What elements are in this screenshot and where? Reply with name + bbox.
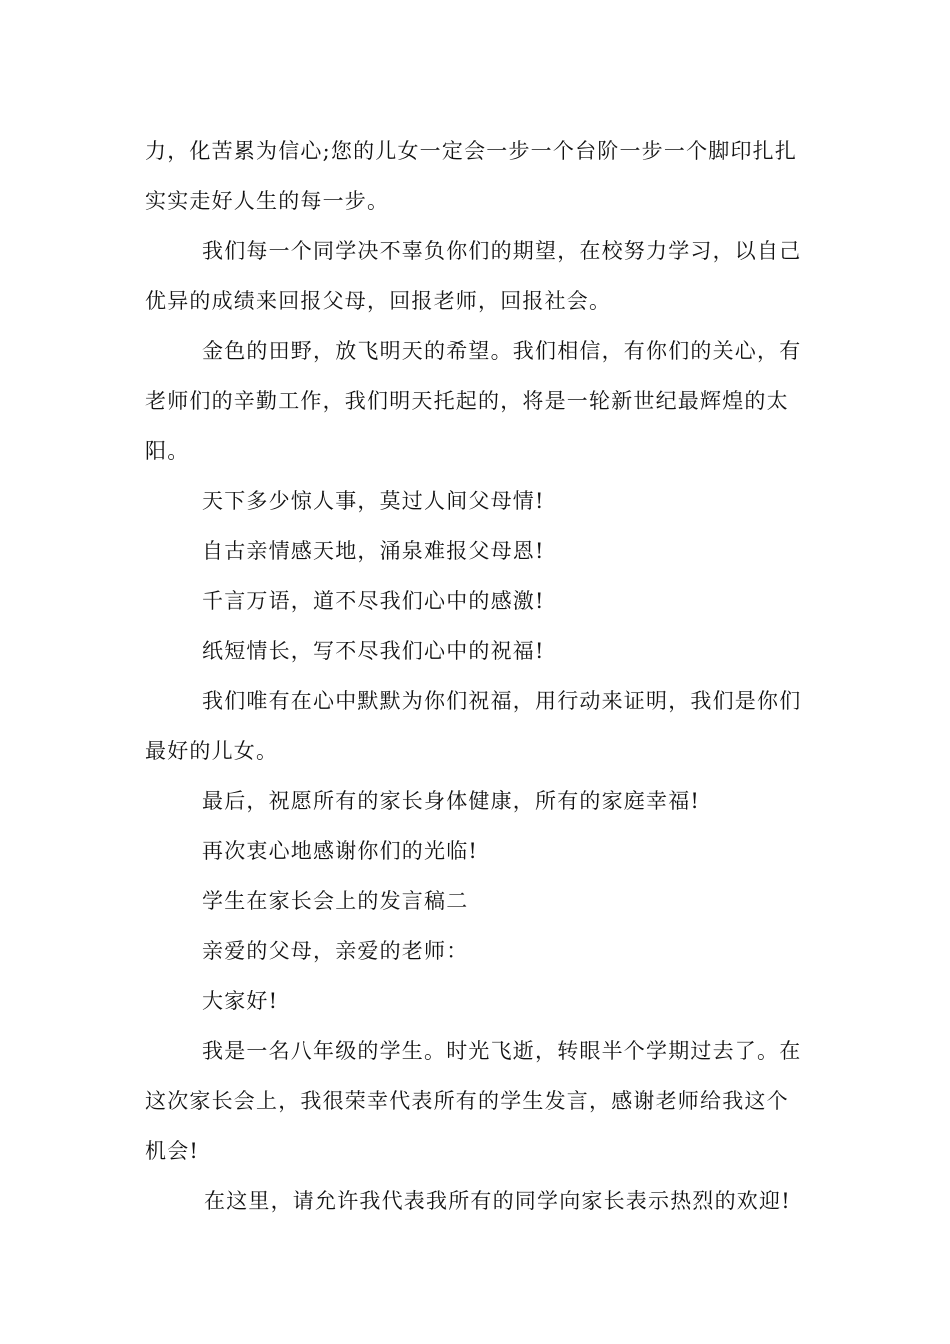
paragraph: 纸短情长，写不尽我们心中的祝福! xyxy=(202,639,545,663)
paragraph: 最后，祝愿所有的家长身体健康，所有的家庭幸福! xyxy=(202,789,701,813)
section-heading: 学生在家长会上的发言稿二 xyxy=(202,889,469,913)
paragraph: 再次衷心地感谢你们的光临! xyxy=(202,839,479,863)
paragraph: 我们唯有在心中默默为你们祝福，用行动来证明，我们是你们最好的儿女。 xyxy=(145,689,802,763)
paragraph: 天下多少惊人事，莫过人间父母情! xyxy=(202,489,545,513)
paragraph: 我们每一个同学决不辜负你们的期望，在校努力学习，以自己优异的成绩来回报父母，回报老师，回报社会。 xyxy=(145,239,802,313)
salutation: 亲爱的父母，亲爱的老师： xyxy=(202,939,469,963)
greeting: 大家好! xyxy=(202,989,279,1013)
paragraph: 千言万语，道不尽我们心中的感激! xyxy=(202,589,545,613)
paragraph: 在这里，请允许我代表我所有的同学向家长表示热烈的欢迎! xyxy=(204,1189,791,1213)
paragraph: 我是一名八年级的学生。时光飞逝，转眼半个学期过去了。在这次家长会上，我很荣幸代表所有的学生发言，感谢老师给我这个机会! xyxy=(145,1039,802,1163)
paragraph-continuation: 力，化苦累为信心;您的儿女一定会一步一个台阶一步一个脚印扎扎实实走好人生的每一步。 xyxy=(145,139,798,213)
paragraph: 自古亲情感天地，涌泉难报父母恩! xyxy=(202,539,545,563)
paragraph: 金色的田野，放飞明天的希望。我们相信，有你们的关心，有老师们的辛勤工作，我们明天托起的，将是一轮新世纪最辉煌的太阳。 xyxy=(145,339,802,463)
